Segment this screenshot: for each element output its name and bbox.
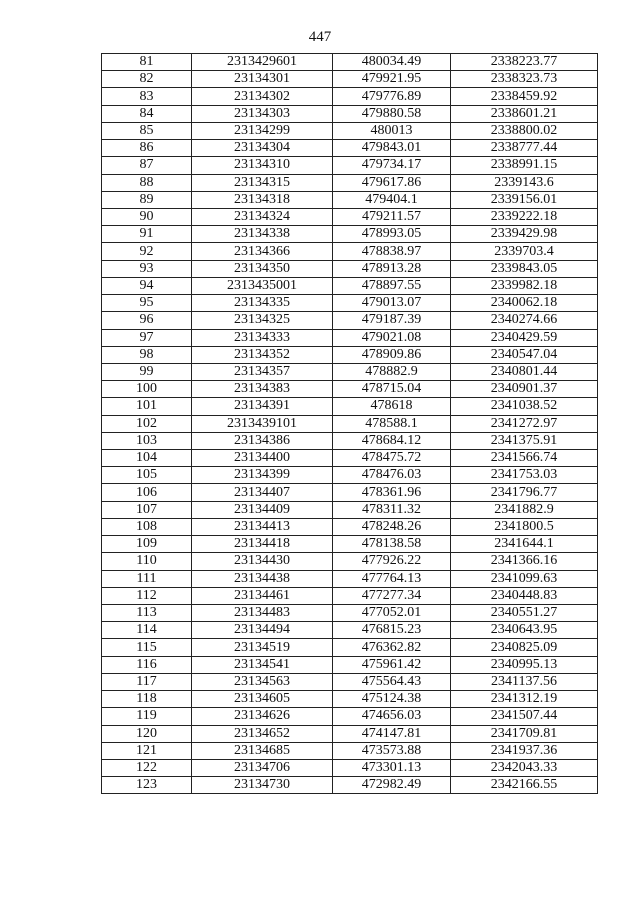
y-coordinate-cell: 2340551.27 [451,605,598,622]
x-coordinate-cell: 478715.04 [333,381,451,398]
x-coordinate-cell: 479776.89 [333,88,451,105]
table-row [102,432,598,449]
point-number-cell: 90 [102,208,192,225]
x-coordinate-cell: 478475.72 [333,450,451,467]
point-number-cell: 118 [102,691,192,708]
y-coordinate-cell: 2339156.01 [451,191,598,208]
x-coordinate-cell: 479211.57 [333,208,451,225]
table-row [102,759,598,776]
x-coordinate-cell: 478838.97 [333,243,451,260]
point-number-cell: 85 [102,122,192,139]
point-id-cell: 23134357 [192,363,333,380]
table-row [102,243,598,260]
table-row [102,587,598,604]
point-id-cell: 23134413 [192,518,333,535]
table-row [102,777,598,794]
y-coordinate-cell: 2340062.18 [451,295,598,312]
point-id-cell: 23134386 [192,432,333,449]
x-coordinate-cell: 479843.01 [333,140,451,157]
point-number-cell: 94 [102,277,192,294]
table-row [102,157,598,174]
table-row [102,226,598,243]
x-coordinate-cell: 477277.34 [333,587,451,604]
point-id-cell: 23134461 [192,587,333,604]
point-id-cell: 23134301 [192,71,333,88]
point-number-cell: 110 [102,553,192,570]
point-number-cell: 93 [102,260,192,277]
x-coordinate-cell: 479021.08 [333,329,451,346]
y-coordinate-cell: 2338323.73 [451,71,598,88]
point-id-cell: 23134418 [192,536,333,553]
table-row [102,553,598,570]
x-coordinate-cell: 479404.1 [333,191,451,208]
point-id-cell: 23134335 [192,295,333,312]
x-coordinate-cell: 479880.58 [333,105,451,122]
x-coordinate-cell: 478882.9 [333,363,451,380]
y-coordinate-cell: 2341375.91 [451,432,598,449]
point-number-cell: 83 [102,88,192,105]
point-id-cell: 23134333 [192,329,333,346]
point-id-cell: 23134352 [192,346,333,363]
point-number-cell: 87 [102,157,192,174]
point-number-cell: 95 [102,295,192,312]
point-number-cell: 108 [102,518,192,535]
table-row [102,88,598,105]
y-coordinate-cell: 2340995.13 [451,656,598,673]
y-coordinate-cell: 2341366.16 [451,553,598,570]
point-number-cell: 99 [102,363,192,380]
point-id-cell: 23134391 [192,398,333,415]
x-coordinate-cell: 476362.82 [333,639,451,656]
y-coordinate-cell: 2339703.4 [451,243,598,260]
point-number-cell: 116 [102,656,192,673]
point-number-cell: 101 [102,398,192,415]
point-id-cell: 23134409 [192,501,333,518]
point-number-cell: 81 [102,54,192,71]
table-row [102,208,598,225]
point-id-cell: 23134350 [192,260,333,277]
point-id-cell: 23134706 [192,759,333,776]
table-row [102,673,598,690]
x-coordinate-cell: 478684.12 [333,432,451,449]
y-coordinate-cell: 2340429.59 [451,329,598,346]
point-number-cell: 96 [102,312,192,329]
point-id-cell: 23134303 [192,105,333,122]
y-coordinate-cell: 2338800.02 [451,122,598,139]
table-row [102,191,598,208]
y-coordinate-cell: 2341566.74 [451,450,598,467]
point-id-cell: 23134541 [192,656,333,673]
x-coordinate-cell: 478588.1 [333,415,451,432]
point-number-cell: 123 [102,777,192,794]
x-coordinate-cell: 479187.39 [333,312,451,329]
point-number-cell: 91 [102,226,192,243]
y-coordinate-cell: 2338991.15 [451,157,598,174]
table-row [102,295,598,312]
x-coordinate-cell: 478138.58 [333,536,451,553]
point-number-cell: 92 [102,243,192,260]
y-coordinate-cell: 2340801.44 [451,363,598,380]
table-row [102,605,598,622]
point-number-cell: 84 [102,105,192,122]
x-coordinate-cell: 474656.03 [333,708,451,725]
x-coordinate-cell: 475124.38 [333,691,451,708]
y-coordinate-cell: 2341800.5 [451,518,598,535]
point-id-cell: 23134652 [192,725,333,742]
point-number-cell: 109 [102,536,192,553]
point-number-cell: 106 [102,484,192,501]
point-id-cell: 23134400 [192,450,333,467]
y-coordinate-cell: 2342043.33 [451,759,598,776]
point-id-cell: 23134399 [192,467,333,484]
y-coordinate-cell: 2341644.1 [451,536,598,553]
point-id-cell: 23134302 [192,88,333,105]
point-id-cell: 23134519 [192,639,333,656]
y-coordinate-cell: 2341882.9 [451,501,598,518]
point-number-cell: 117 [102,673,192,690]
table-row [102,570,598,587]
table-row [102,467,598,484]
point-number-cell: 122 [102,759,192,776]
point-id-cell: 23134407 [192,484,333,501]
x-coordinate-cell: 478248.26 [333,518,451,535]
x-coordinate-cell: 478311.32 [333,501,451,518]
point-number-cell: 82 [102,71,192,88]
point-number-cell: 121 [102,742,192,759]
point-number-cell: 103 [102,432,192,449]
y-coordinate-cell: 2340547.04 [451,346,598,363]
table-row [102,140,598,157]
y-coordinate-cell: 2340901.37 [451,381,598,398]
point-number-cell: 89 [102,191,192,208]
x-coordinate-cell: 479734.17 [333,157,451,174]
point-id-cell: 23134366 [192,243,333,260]
point-id-cell: 23134730 [192,777,333,794]
x-coordinate-cell: 477052.01 [333,605,451,622]
table-row [102,54,598,71]
point-number-cell: 102 [102,415,192,432]
point-number-cell: 111 [102,570,192,587]
y-coordinate-cell: 2340448.83 [451,587,598,604]
table-row [102,260,598,277]
y-coordinate-cell: 2340643.95 [451,622,598,639]
y-coordinate-cell: 2341709.81 [451,725,598,742]
x-coordinate-cell: 477764.13 [333,570,451,587]
point-id-cell: 23134325 [192,312,333,329]
point-id-cell: 23134383 [192,381,333,398]
y-coordinate-cell: 2338223.77 [451,54,598,71]
x-coordinate-cell: 478993.05 [333,226,451,243]
y-coordinate-cell: 2341796.77 [451,484,598,501]
table-row [102,691,598,708]
point-number-cell: 113 [102,605,192,622]
point-id-cell: 2313439101 [192,415,333,432]
point-id-cell: 23134299 [192,122,333,139]
x-coordinate-cell: 478361.96 [333,484,451,501]
point-id-cell: 23134605 [192,691,333,708]
y-coordinate-cell: 2339143.6 [451,174,598,191]
point-id-cell: 23134304 [192,140,333,157]
point-id-cell: 23134315 [192,174,333,191]
y-coordinate-cell: 2341099.63 [451,570,598,587]
x-coordinate-cell: 478476.03 [333,467,451,484]
point-id-cell: 23134483 [192,605,333,622]
table-row [102,639,598,656]
y-coordinate-cell: 2339429.98 [451,226,598,243]
x-coordinate-cell: 479617.86 [333,174,451,191]
x-coordinate-cell: 480034.49 [333,54,451,71]
x-coordinate-cell: 473573.88 [333,742,451,759]
table-body [102,54,598,794]
y-coordinate-cell: 2341137.56 [451,673,598,690]
x-coordinate-cell: 474147.81 [333,725,451,742]
point-number-cell: 100 [102,381,192,398]
point-number-cell: 98 [102,346,192,363]
y-coordinate-cell: 2340274.66 [451,312,598,329]
y-coordinate-cell: 2341038.52 [451,398,598,415]
point-id-cell: 23134626 [192,708,333,725]
table-row [102,450,598,467]
table-row [102,484,598,501]
table-row [102,656,598,673]
table-row [102,742,598,759]
point-id-cell: 23134494 [192,622,333,639]
point-id-cell: 23134563 [192,673,333,690]
x-coordinate-cell: 478897.55 [333,277,451,294]
table-row [102,329,598,346]
table-row [102,501,598,518]
point-id-cell: 23134310 [192,157,333,174]
table-row [102,105,598,122]
table-row [102,518,598,535]
x-coordinate-cell: 480013 [333,122,451,139]
point-number-cell: 114 [102,622,192,639]
y-coordinate-cell: 2339982.18 [451,277,598,294]
point-number-cell: 120 [102,725,192,742]
x-coordinate-cell: 476815.23 [333,622,451,639]
x-coordinate-cell: 478618 [333,398,451,415]
point-number-cell: 112 [102,587,192,604]
table-row [102,381,598,398]
page-number: 447 [308,29,332,45]
table-row [102,708,598,725]
point-id-cell: 2313429601 [192,54,333,71]
table-row [102,277,598,294]
point-id-cell: 23134318 [192,191,333,208]
point-id-cell: 23134438 [192,570,333,587]
point-number-cell: 88 [102,174,192,191]
x-coordinate-cell: 479921.95 [333,71,451,88]
x-coordinate-cell: 472982.49 [333,777,451,794]
x-coordinate-cell: 478913.28 [333,260,451,277]
y-coordinate-cell: 2338777.44 [451,140,598,157]
point-id-cell: 23134430 [192,553,333,570]
table-row [102,122,598,139]
point-number-cell: 97 [102,329,192,346]
x-coordinate-cell: 473301.13 [333,759,451,776]
table-row [102,536,598,553]
point-number-cell: 86 [102,140,192,157]
x-coordinate-cell: 477926.22 [333,553,451,570]
y-coordinate-cell: 2339222.18 [451,208,598,225]
y-coordinate-cell: 2342166.55 [451,777,598,794]
point-number-cell: 105 [102,467,192,484]
table-row [102,415,598,432]
table-row [102,398,598,415]
table-row [102,363,598,380]
x-coordinate-cell: 479013.07 [333,295,451,312]
y-coordinate-cell: 2341937.36 [451,742,598,759]
coordinates-table [101,53,598,794]
table-row [102,346,598,363]
point-id-cell: 23134324 [192,208,333,225]
table-row [102,71,598,88]
point-number-cell: 104 [102,450,192,467]
point-id-cell: 23134338 [192,226,333,243]
y-coordinate-cell: 2341312.19 [451,691,598,708]
x-coordinate-cell: 475961.42 [333,656,451,673]
point-id-cell: 23134685 [192,742,333,759]
table-row [102,174,598,191]
y-coordinate-cell: 2340825.09 [451,639,598,656]
x-coordinate-cell: 475564.43 [333,673,451,690]
table-row [102,725,598,742]
y-coordinate-cell: 2338459.92 [451,88,598,105]
y-coordinate-cell: 2339843.05 [451,260,598,277]
y-coordinate-cell: 2338601.21 [451,105,598,122]
x-coordinate-cell: 478909.86 [333,346,451,363]
point-number-cell: 115 [102,639,192,656]
y-coordinate-cell: 2341272.97 [451,415,598,432]
point-number-cell: 107 [102,501,192,518]
y-coordinate-cell: 2341507.44 [451,708,598,725]
table-row [102,622,598,639]
point-number-cell: 119 [102,708,192,725]
point-id-cell: 2313435001 [192,277,333,294]
table-row [102,312,598,329]
y-coordinate-cell: 2341753.03 [451,467,598,484]
